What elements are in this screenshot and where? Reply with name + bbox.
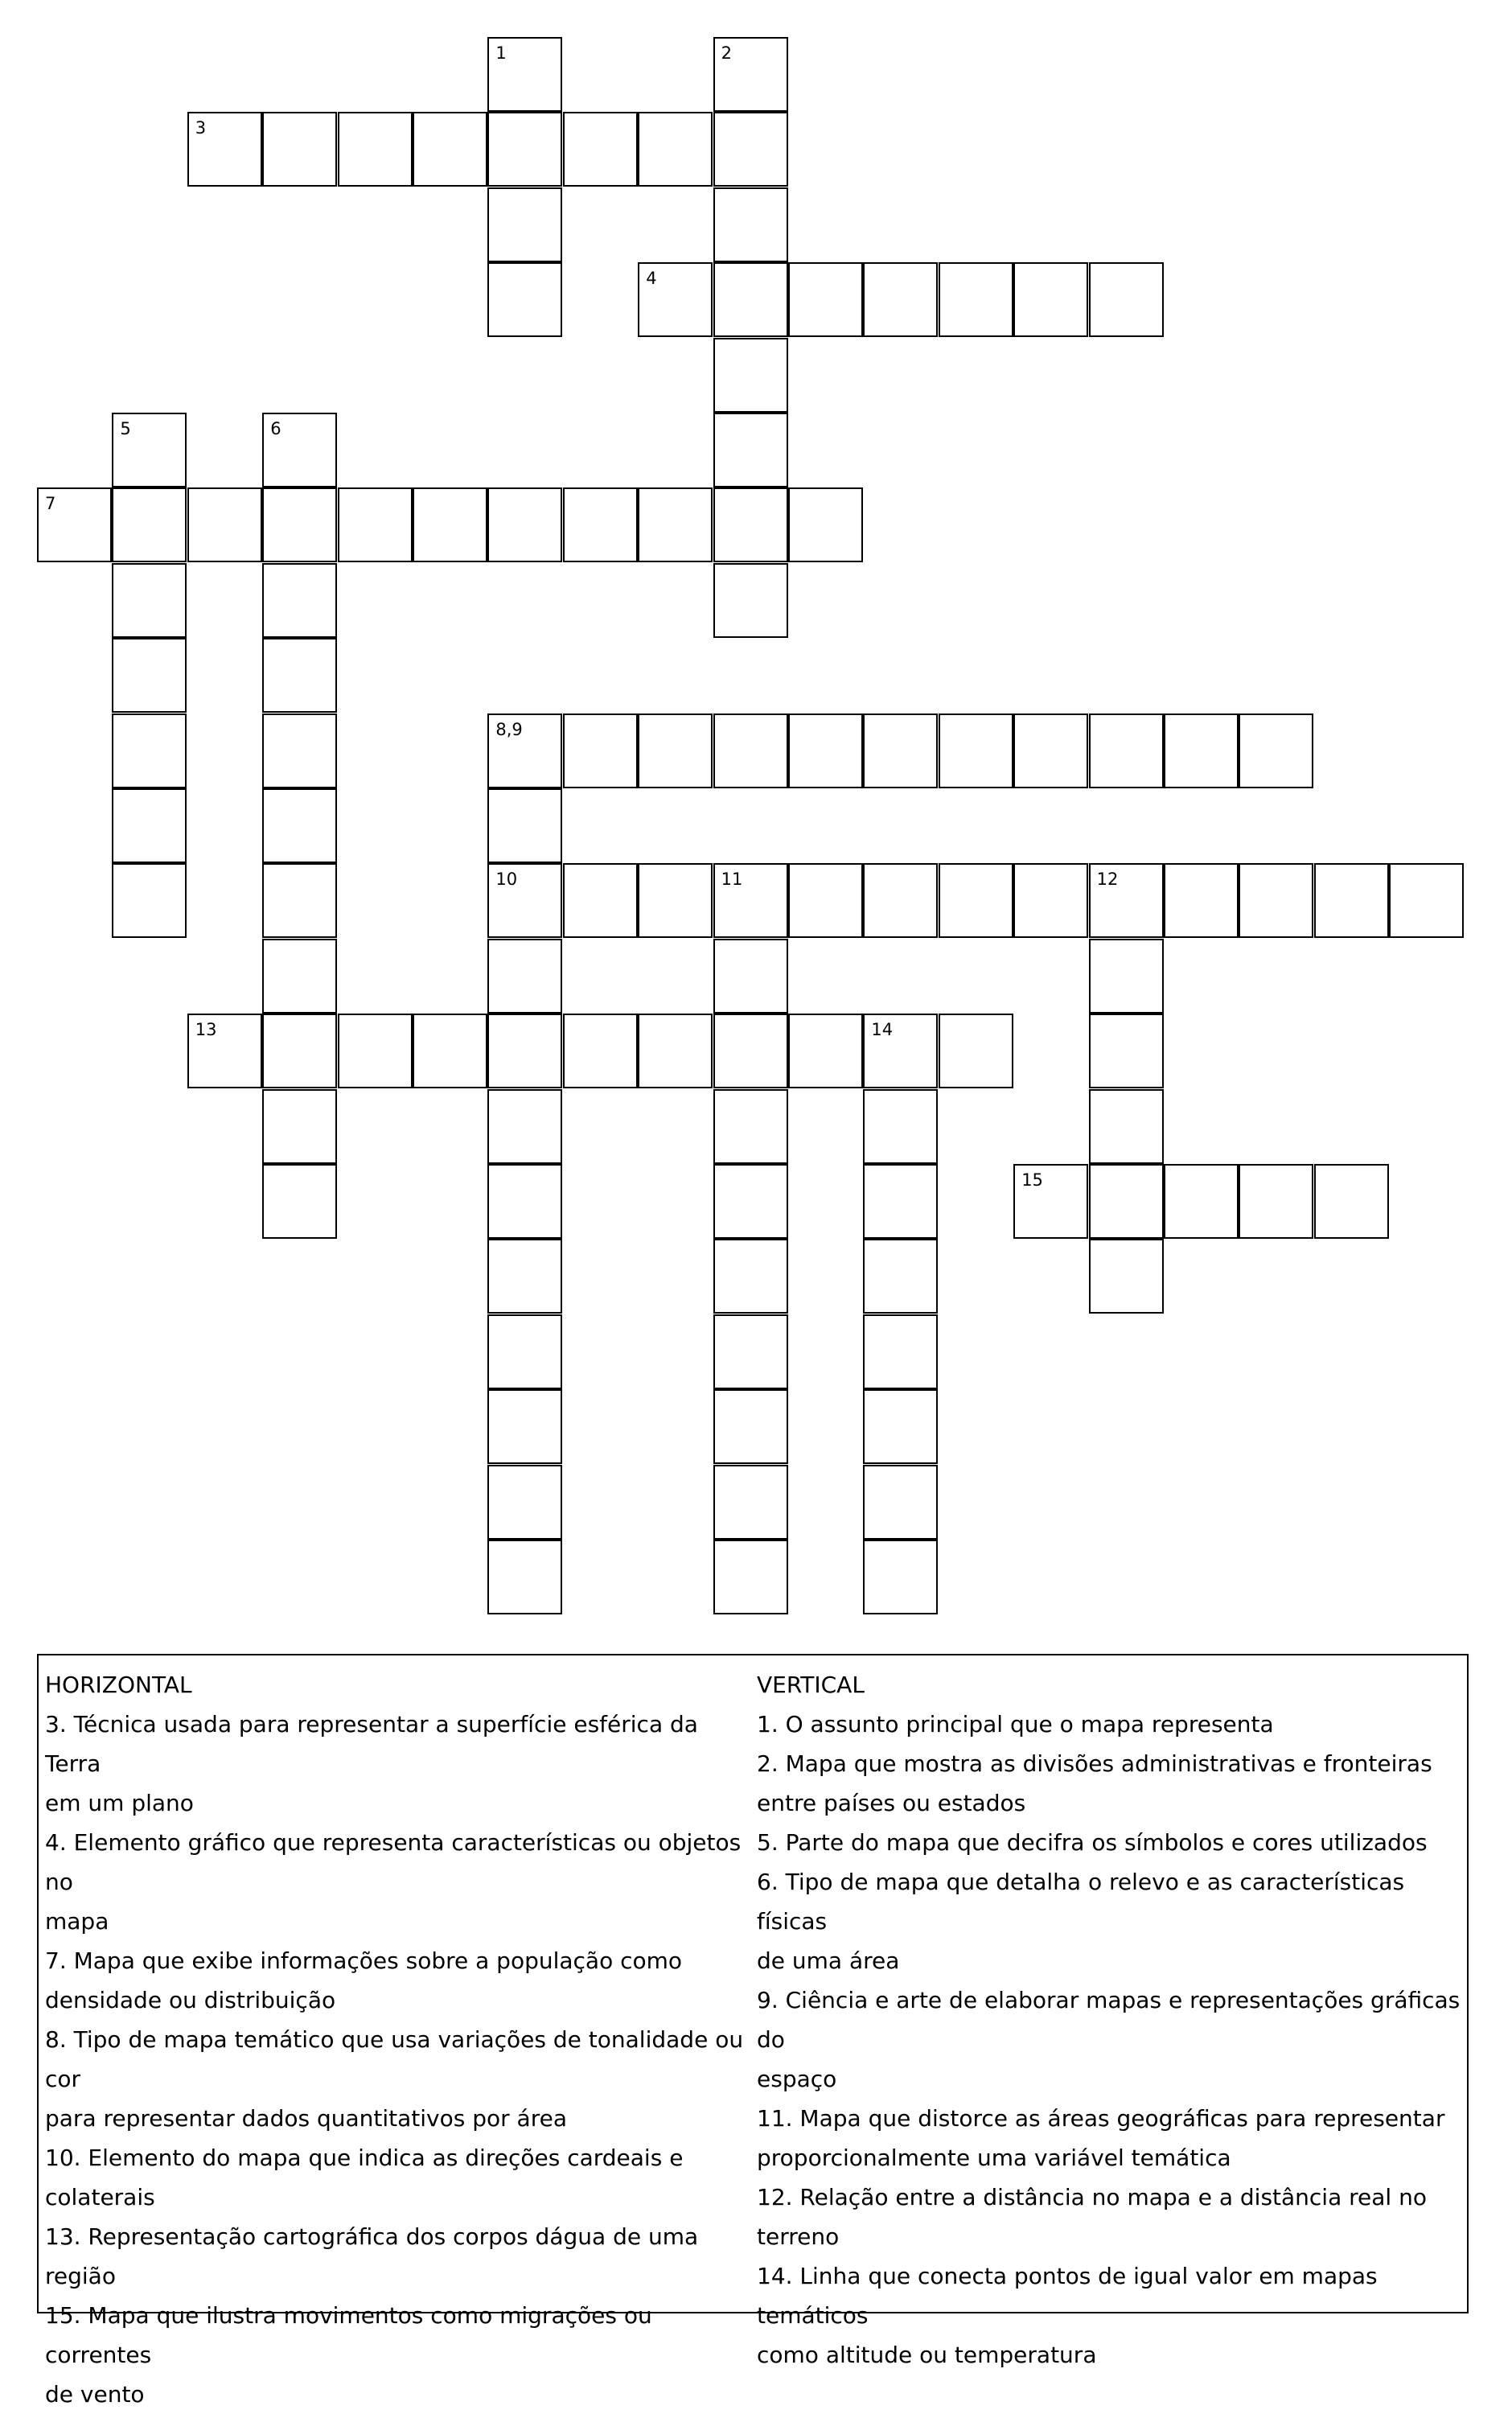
crossword-cell[interactable] — [713, 1014, 788, 1088]
crossword-cell[interactable] — [262, 487, 337, 562]
crossword-cell[interactable] — [338, 112, 413, 187]
clue-line: para representar dados quantitativos por área — [45, 2105, 567, 2132]
clue-number: 14 — [871, 1020, 894, 1040]
crossword-cell[interactable] — [713, 413, 788, 487]
crossword-cell[interactable] — [262, 1014, 337, 1088]
crossword-cell[interactable] — [638, 863, 713, 938]
crossword-cell[interactable] — [1239, 714, 1313, 788]
crossword-cell[interactable] — [487, 1389, 562, 1464]
crossword-cell[interactable] — [1089, 939, 1164, 1014]
crossword-cell[interactable] — [1089, 863, 1164, 938]
crossword-cell[interactable] — [112, 863, 187, 938]
crossword-cell[interactable] — [1389, 863, 1464, 938]
crossword-cell[interactable] — [638, 487, 713, 562]
clue-number: 5 — [120, 419, 131, 438]
crossword-cell[interactable] — [713, 112, 788, 187]
clue-line: 12. Relação entre a distância no mapa e a distância real no — [757, 2184, 1427, 2210]
crossword-cell[interactable] — [262, 1164, 337, 1239]
clue-number: 4 — [646, 269, 657, 289]
crossword-cell[interactable] — [487, 37, 562, 112]
crossword-cell[interactable] — [563, 714, 638, 788]
crossword-cell[interactable] — [487, 1465, 562, 1540]
crossword-cell[interactable] — [788, 863, 863, 938]
clue-line: em um plano — [45, 1790, 194, 1816]
clue-line: 15. Mapa que ilustra movimentos como migrações ou correntes — [45, 2302, 652, 2368]
crossword-cell[interactable] — [487, 487, 562, 562]
crossword-cell[interactable] — [1164, 1164, 1239, 1239]
crossword-cell[interactable] — [487, 714, 562, 788]
clue-line: 2. Mapa que mostra as divisões administrativas e fronteiras — [757, 1750, 1432, 1777]
crossword-cell[interactable] — [713, 1089, 788, 1164]
crossword-cell[interactable] — [187, 112, 262, 187]
crossword-cell[interactable] — [713, 338, 788, 413]
crossword-cell[interactable] — [563, 112, 638, 187]
clue-line: de vento — [45, 2381, 145, 2408]
clue-line: 11. Mapa que distorce as áreas geográficas para representar — [757, 2105, 1445, 2132]
crossword-cell[interactable] — [112, 413, 187, 487]
clue-line: de uma área — [757, 1947, 900, 1974]
clue-line: 10. Elemento do mapa que indica as direções cardeais e — [45, 2145, 684, 2171]
crossword-cell[interactable] — [863, 1164, 938, 1239]
crossword-cell[interactable] — [487, 1089, 562, 1164]
crossword-cell[interactable] — [487, 863, 562, 938]
crossword-cell[interactable] — [413, 487, 487, 562]
crossword-cell[interactable] — [863, 714, 938, 788]
crossword-cell[interactable] — [487, 1164, 562, 1239]
crossword-cell[interactable] — [338, 487, 413, 562]
crossword-cell[interactable] — [863, 1389, 938, 1464]
crossword-cell[interactable] — [863, 1089, 938, 1164]
crossword-cell[interactable] — [638, 262, 713, 337]
crossword-cell[interactable] — [1239, 1164, 1313, 1239]
crossword-cell[interactable] — [863, 1314, 938, 1389]
crossword-cell[interactable] — [638, 1014, 713, 1088]
horizontal-clue-list — [45, 1705, 761, 2414]
clue-number: 3 — [195, 118, 207, 138]
crossword-cell[interactable] — [1089, 1014, 1164, 1088]
crossword-cell[interactable] — [939, 714, 1013, 788]
crossword-cell[interactable] — [487, 112, 562, 187]
clue-line: proporcionalmente uma variável temática — [757, 2145, 1231, 2171]
clue-number: 7 — [45, 494, 56, 514]
clue-line: 7. Mapa que exibe informações sobre a população como — [45, 1947, 683, 1974]
crossword-cell[interactable] — [112, 638, 187, 713]
crossword-cell[interactable] — [563, 487, 638, 562]
crossword-cell[interactable] — [1164, 863, 1239, 938]
crossword-cell[interactable] — [1013, 714, 1088, 788]
crossword-cell[interactable] — [487, 1540, 562, 1614]
clue-line: 4. Elemento gráfico que representa características ou objetos no — [45, 1829, 742, 1895]
crossword-cell[interactable] — [112, 714, 187, 788]
crossword-cell[interactable] — [939, 863, 1013, 938]
clue-number: 11 — [721, 870, 743, 890]
clue-number: 1 — [495, 43, 507, 63]
crossword-cell[interactable] — [863, 1465, 938, 1540]
crossword-cell[interactable] — [788, 262, 863, 337]
crossword-cell[interactable] — [713, 1389, 788, 1464]
crossword-cell[interactable] — [563, 863, 638, 938]
crossword-cell[interactable] — [863, 1540, 938, 1614]
crossword-cell[interactable] — [939, 1014, 1013, 1088]
crossword-cell[interactable] — [112, 788, 187, 863]
clues-box — [37, 1654, 1469, 2408]
clue-line: 8. Tipo de mapa temático que usa variações de tonalidade ou cor — [45, 2026, 744, 2092]
crossword-cell[interactable] — [713, 1465, 788, 1540]
vertical-clues — [757, 1665, 1465, 2375]
crossword-cell[interactable] — [1314, 863, 1389, 938]
horizontal-clues — [45, 1665, 761, 2414]
crossword-cell[interactable] — [487, 1239, 562, 1314]
crossword-cell[interactable] — [638, 714, 713, 788]
crossword-cell[interactable] — [112, 487, 187, 562]
crossword-cell[interactable] — [413, 1014, 487, 1088]
clue-line: colaterais — [45, 2184, 155, 2210]
crossword-cell[interactable] — [1089, 1239, 1164, 1314]
crossword-cell[interactable] — [262, 788, 337, 863]
crossword-cell[interactable] — [1089, 1089, 1164, 1164]
horizontal-heading: HORIZONTAL — [45, 1672, 192, 1698]
crossword-cell[interactable] — [713, 1540, 788, 1614]
crossword-cell[interactable] — [863, 1014, 938, 1088]
crossword-cell[interactable] — [713, 939, 788, 1014]
crossword-cell[interactable] — [187, 487, 262, 562]
clue-line: 13. Representação cartográfica dos corpos dágua de uma região — [45, 2223, 699, 2289]
crossword-cell[interactable] — [713, 262, 788, 337]
clue-line: mapa — [45, 1908, 109, 1935]
clue-number: 10 — [495, 870, 518, 890]
crossword-cell[interactable] — [863, 262, 938, 337]
crossword-cell[interactable] — [37, 487, 112, 562]
clue-line: como altitude ou temperatura — [757, 2342, 1097, 2368]
crossword-cell[interactable] — [713, 863, 788, 938]
crossword-cell[interactable] — [487, 1014, 562, 1088]
crossword-cell[interactable] — [262, 1089, 337, 1164]
clue-line: 9. Ciência e arte de elaborar mapas e representações gráficas do — [757, 1987, 1461, 2053]
crossword-cell[interactable] — [788, 714, 863, 788]
crossword-cell[interactable] — [487, 1314, 562, 1389]
clue-line: 6. Tipo de mapa que detalha o relevo e as características físicas — [757, 1869, 1405, 1935]
clue-line: densidade ou distribuição — [45, 1987, 336, 2013]
clue-line: 3. Técnica usada para representar a superfície esférica da Terra — [45, 1711, 698, 1777]
crossword-cell[interactable] — [713, 1164, 788, 1239]
crossword-cell[interactable] — [262, 112, 337, 187]
clue-number: 13 — [195, 1020, 217, 1040]
crossword-cell[interactable] — [262, 939, 337, 1014]
crossword-cell[interactable] — [1089, 1164, 1164, 1239]
clue-line: 14. Linha que conecta pontos de igual valor em mapas temáticos — [757, 2263, 1378, 2329]
clue-line: 1. O assunto principal que o mapa representa — [757, 1711, 1274, 1738]
crossword-cell[interactable] — [1089, 714, 1164, 788]
crossword-cell[interactable] — [1089, 262, 1164, 337]
clue-line: entre países ou estados — [757, 1790, 1026, 1816]
crossword-cell[interactable] — [713, 1314, 788, 1389]
crossword-cell[interactable] — [262, 563, 337, 638]
clue-number: 6 — [270, 419, 281, 438]
crossword-cell[interactable] — [713, 1239, 788, 1314]
crossword-cell[interactable] — [187, 1014, 262, 1088]
crossword-cell[interactable] — [262, 413, 337, 487]
vertical-clue-list — [757, 1705, 1465, 2375]
crossword-cell[interactable] — [638, 112, 713, 187]
clue-number: 8,9 — [495, 719, 523, 739]
crossword-cell[interactable] — [863, 1239, 938, 1314]
crossword-cell[interactable] — [1314, 1164, 1389, 1239]
crossword-cell[interactable] — [262, 638, 337, 713]
crossword-cell[interactable] — [713, 563, 788, 638]
clue-line: terreno — [757, 2223, 840, 2250]
crossword-cell[interactable] — [1013, 863, 1088, 938]
crossword-cell[interactable] — [863, 863, 938, 938]
crossword-cell[interactable] — [939, 262, 1013, 337]
crossword-cell[interactable] — [487, 939, 562, 1014]
crossword-cell[interactable] — [413, 112, 487, 187]
crossword-cell[interactable] — [1239, 863, 1313, 938]
crossword-cell[interactable] — [338, 1014, 413, 1088]
clue-line: 5. Parte do mapa que decifra os símbolos e cores utilizados — [757, 1829, 1428, 1856]
crossword-cell[interactable] — [1013, 262, 1088, 337]
crossword-cell[interactable] — [1013, 1164, 1088, 1239]
crossword-cell[interactable] — [487, 788, 562, 863]
clue-number: 2 — [721, 43, 732, 63]
crossword-cell[interactable] — [713, 37, 788, 112]
crossword-cell[interactable] — [112, 563, 187, 638]
crossword-cell[interactable] — [1164, 714, 1239, 788]
crossword-cell[interactable] — [262, 714, 337, 788]
crossword-cell[interactable] — [713, 714, 788, 788]
clue-line: espaço — [757, 2066, 837, 2092]
crossword-cell[interactable] — [713, 487, 788, 562]
crossword-cell[interactable] — [487, 187, 562, 262]
crossword-cell[interactable] — [713, 187, 788, 262]
crossword-cell[interactable] — [262, 863, 337, 938]
crossword-cell[interactable] — [563, 1014, 638, 1088]
clue-number: 15 — [1021, 1170, 1043, 1190]
crossword-cell[interactable] — [788, 1014, 863, 1088]
clue-number: 12 — [1096, 870, 1119, 890]
vertical-heading: VERTICAL — [757, 1672, 865, 1698]
crossword-cell[interactable] — [487, 262, 562, 337]
crossword-cell[interactable] — [788, 487, 863, 562]
